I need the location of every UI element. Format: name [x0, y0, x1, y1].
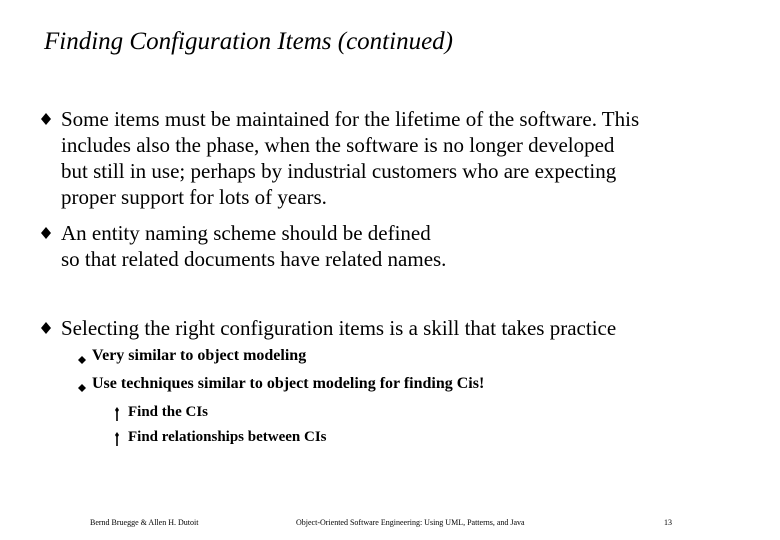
- diamond-bullet-icon: [41, 224, 51, 242]
- footer-book-title: Object-Oriented Software Engineering: Using UML, Patterns, and Java: [296, 518, 525, 527]
- footer-authors: Bernd Bruegge & Allen H. Dutoit: [90, 518, 199, 527]
- dagger-bullet-icon: [113, 432, 121, 446]
- small-diamond-bullet-icon: [77, 380, 87, 390]
- sub-bullet-1: Very similar to object modeling: [92, 347, 307, 364]
- sub-bullet-2: Use techniques similar to object modeling for finding Cis!: [92, 375, 485, 392]
- bullet-2-line-2: so that related documents have related names.: [61, 247, 447, 271]
- diamond-bullet-icon: [41, 110, 51, 128]
- diamond-bullet-icon: [41, 319, 51, 337]
- bullet-1-line-4: proper support for lots of years.: [61, 185, 327, 209]
- footer-page-number: 13: [664, 518, 672, 527]
- bullet-1-line-2: includes also the phase, when the software is no longer developed: [61, 133, 615, 157]
- small-diamond-bullet-icon: [77, 352, 87, 362]
- dagger-bullet-icon: [113, 407, 121, 421]
- bullet-3-line-1: Selecting the right configuration items is a skill that takes practice: [61, 316, 617, 340]
- sub-sub-bullet-2: Find relationships between CIs: [128, 429, 327, 445]
- bullet-1-line-3: but still in use; perhaps by industrial customers who are expecting: [61, 159, 617, 183]
- bullet-1-line-1: Some items must be maintained for the lifetime of the software. This: [61, 107, 640, 131]
- bullet-2-line-1: An entity naming scheme should be defined: [61, 221, 431, 245]
- slide-title: Finding Configuration Items (continued): [44, 28, 453, 55]
- sub-sub-bullet-1: Find the CIs: [128, 404, 209, 420]
